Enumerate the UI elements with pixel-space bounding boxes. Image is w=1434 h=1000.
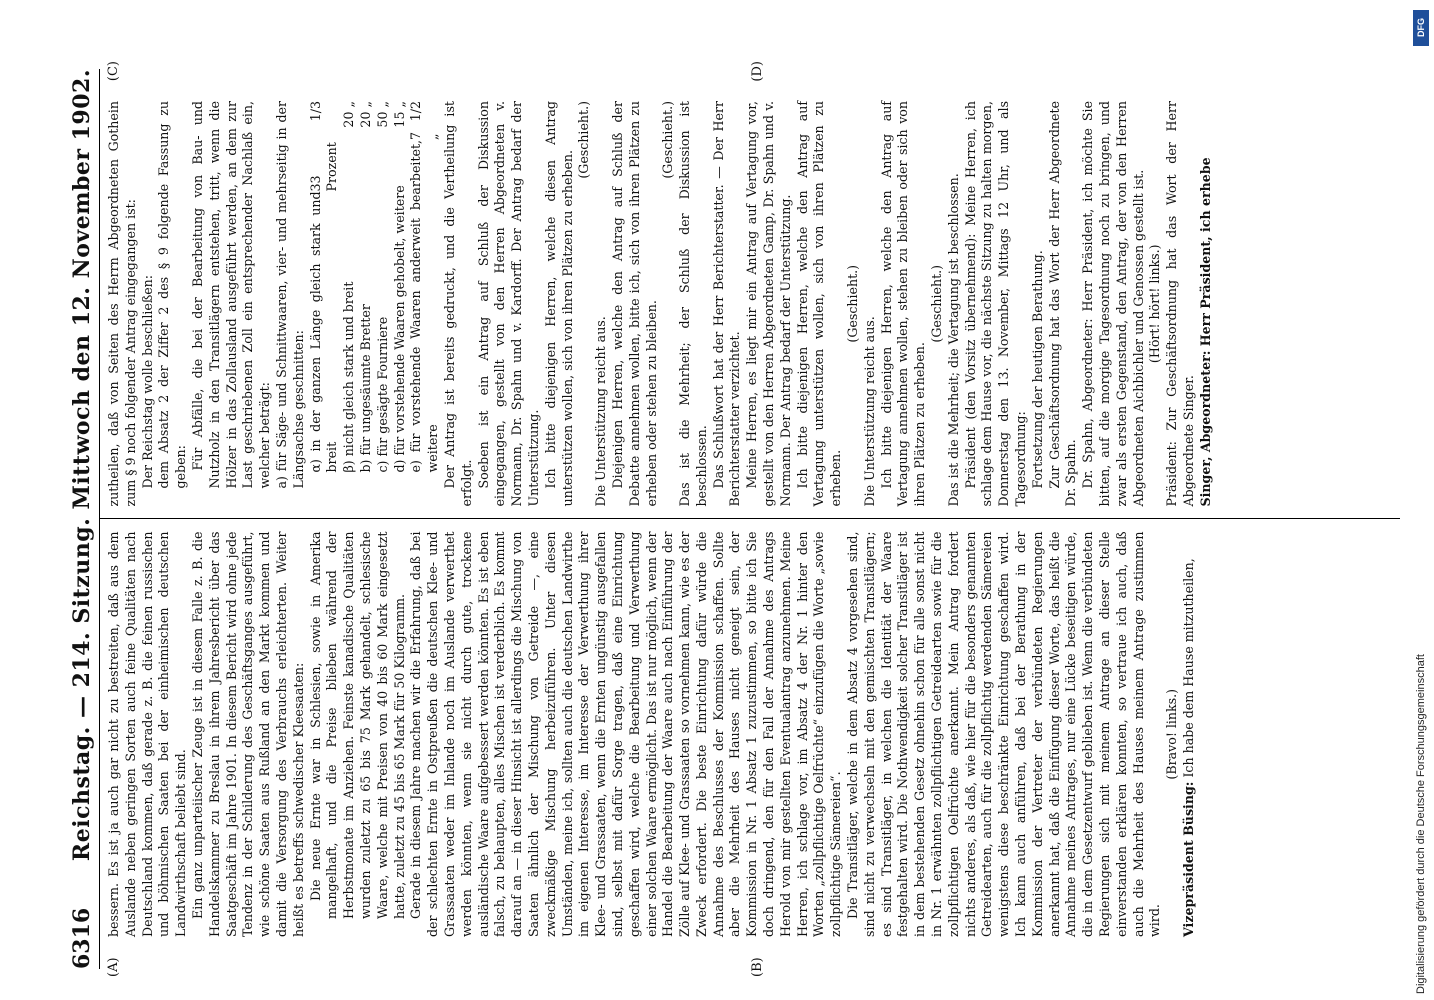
rate-label: e) für vorstehende Waaren anderweit bearbeitet, weitere	[408, 139, 441, 473]
rate-label: b) für ungesäumte Bretter	[357, 304, 373, 473]
interjection-note: (Hört! hört! links.)	[1147, 244, 1163, 364]
rate-row	[392, 101, 409, 473]
speaker-name: Vizepräsident Büsing:	[1181, 781, 1196, 937]
paragraph: Ein ganz unparteiischer Zeuge ist in diesem Falle z. B. die Handelskammer zu Breslau in ihrem Jahresbericht über das Saatgeschäft im Jahre 1901. In diesem Bericht wird ohne jede Tendenz in der Schilderung des Geschäftsganges ausgeführt, wie schöne Saaten aus Rußland an den Markt kommen und damit die Versorgung des Verbrauchs erleichterten. Weiter heißt es betreffs schwedischer Kleesaaten:	[189, 531, 306, 937]
stage-note: (Geschieht.)	[576, 101, 592, 179]
paragraph: Soeben ist ein Antrag auf Schluß der Diskussion eingegangen, gestellt von den Herren Abgeordneten v. Normann, Dr. Spahn und v. Kardorff. Der Antrag bedarf der Unterstützung.	[475, 101, 541, 507]
motion-line: a) für Säge- und Schnittwaaren, vier- und mehrseitig in der Längsachse geschnitten:	[273, 101, 306, 489]
quote-paragraph: Die neue Ernte war in Schlesien, sowie in Amerika mangelhaft, und die Preise blieben während der Herbstmonate im Anziehen. Feinste kanadische Qualitäten wurden zuletzt zu 65 bis 75 Mark gehandelt, schlesische Waare, welche mit Preisen von 40 bis 60 Mark eingesetzt hatte, zuletzt zu 45 bis 65 Mark für 50 Kilogramm.	[307, 531, 407, 919]
paragraph: Ich bitte diejenigen Herren, welche diesen Antrag unterstützen wollen, sich von ihren Plätzen zu erheben.	[542, 101, 575, 507]
rate-list	[308, 101, 442, 507]
rate-row	[408, 101, 442, 473]
stage-note: (Geschieht.)	[660, 101, 676, 179]
paragraph: Singer, Abgeordneter: Herr Präsident, ich erhebe	[1197, 157, 1213, 507]
margin-marker-a: (A)	[106, 957, 121, 977]
paragraph: Diejenigen Herren, welche den Antrag auf Schluß der Debatte annehmen wollen, bitte ich, sich von ihren Plätzen zu erheben oder stehen zu bleiben.	[609, 101, 659, 507]
agenda-item: Fortsetzung der heutigen Berathung.	[1029, 250, 1045, 489]
page-number: 6316	[69, 907, 95, 969]
stage-note: (Geschieht.)	[929, 264, 945, 343]
closing-paragraph	[1181, 532, 1198, 938]
dfg-logo: DFG	[1413, 10, 1429, 46]
paragraph: Das Schlußwort hat der Herr Berichterstatter. — Der Herr Berichterstatter verzichtet.	[710, 101, 743, 507]
paragraph: bessern. Es ist ja auch gar nicht zu bestreiten, daß aus dem Auslande neben geringen Sorten auch feine Qualitäten nach Deutschland kommen, daß gerade z. B. die feinen russischen und böhmischen Saaten bei der einheimischen deutschen Landwirthschaft beliebt sind.	[106, 531, 189, 937]
paragraph: Ich bitte diejenigen Herren, welche den Antrag auf Vertagung annehmen wollen, stehen zu bleiben oder sich von ihren Plätzen zu erheben.	[878, 101, 928, 507]
paragraph: Die Unterstützung reicht aus.	[861, 316, 877, 507]
paragraph: Zur Geschäftsordnung hat das Wort der Herr Abgeordnete Dr. Spahn.	[1046, 101, 1079, 507]
motion-line: Der Reichstag wolle beschließen:	[139, 274, 155, 489]
paragraph: Dr. Spahn, Abgeordneter: Herr Präsident, ich möchte Sie bitten, auf die morgige Tagesordnung noch zu bringen, und zwar als ersten Gegenstand, den Antrag, der von den Herren Abgeordneten Aichbichler und Genossen gestellt ist.	[1080, 101, 1146, 507]
margin-marker-d: (D)	[750, 61, 765, 82]
credit-text: Digitalisierung gefördert durch die Deutsche Forschungsgemeinschaft	[1415, 654, 1427, 994]
paragraph: Das ist die Mehrheit; der Schluß der Diskussion ist beschlossen.	[677, 101, 709, 507]
margin-marker-b: (B)	[750, 957, 765, 977]
right-column	[100, 61, 1400, 520]
rate-row	[375, 101, 392, 473]
rate-label: c) für gesägte Fourniere	[374, 316, 390, 473]
rate-label: d) für vorstehende Waaren gehobelt, weitere	[391, 185, 407, 473]
rate-row	[308, 101, 342, 473]
stage-note: (Geschieht.)	[845, 264, 861, 343]
paragraph: Das ist die Mehrheit; die Vertagung ist beschlossen.	[945, 173, 961, 507]
rate-value: 50 „	[374, 101, 390, 128]
rate-row	[341, 101, 358, 473]
paragraph: Die Unterstützung reicht aus.	[593, 316, 609, 507]
rate-value: 33 1/3 Prozent	[307, 101, 340, 192]
rate-value: 15 „	[391, 101, 407, 128]
left-column	[100, 520, 1400, 977]
document-page	[59, 59, 1399, 979]
margin-marker-c: (C)	[106, 61, 121, 82]
two-column-body	[100, 61, 1400, 977]
president-paragraph: Präsident (den Vorsitz übernehmend): Meine Herren, ich schlage dem Hause vor, die nächste Sitzung zu halten morgen, Donnerstag den 13. November, Mittags 12 Uhr, und als Tagesordnung:	[962, 101, 1029, 507]
paragraph: Meine Herren, es liegt mir ein Antrag auf Vertagung vor, gestellt von den Herren Abgeordneten Gamp, Dr. Spahn und v. Normann. Der Antrag bedarf der Unterstützung.	[744, 101, 793, 507]
paragraph: Ich bitte diejenigen Herren, welche den Antrag auf Vertagung unterstützen wollen, sich von ihren Plätzen zu erheben.	[794, 101, 844, 507]
paragraph: Die Transitläger, welche in dem Absatz 4 vorgesehen sind, sind nicht zu verwechseln mit den gemischten Transitlägern; es sind Transitläger, in welchen die Identität der Waare festgehalten wird. Die Nothwendigkeit solcher Transitläger ist in dem bestehenden Gesetz ohnehin schon für alle sonst nicht in Nr. 1 erwähnten zollpflichtigen Getreidearten sowie für die zollpflichtigen Oelfrüchte anerkannt. Mein Antrag fordert nichts anderes, als daß, wie hier für die besonders genannten Getreidearten, auch für die zollpflichtig werdenden Sämereien wenigstens diese beschränkte Einrichtung geschaffen wird. Ich kann auch anführen, daß bei der Berathung in der Kommission der Vertreter der verbündeten Regierungen anerkannt hat, daß die Einfügung dieser Worte, das heißt die Annahme meines Antrages, nur eine Lücke beseitigen würde, die in dem Gesetzentwurf geblieben ist. Wenn die verbündeten Regierungen sich mit meinem Antrage an dieser Stelle einverstanden erklären konnten, so vertraue ich auch, daß auch die Mehrheit des Hauses meinem Antrage zustimmen wird.	[845, 531, 1163, 937]
paragraph: Präsident: Zur Geschäftsordnung hat das Wort der Herr Abgeordnete Singer.	[1164, 101, 1196, 507]
digitization-credit	[1410, 4, 1432, 994]
paragraph: Der Antrag ist bereits gedruckt, und die Vertheilung ist erfolgt.	[441, 101, 474, 507]
paragraph: zutheilen, daß von Seiten des Herrn Abgeordneten Gothein zum § 9 noch folgender Antrag eingegangen ist:	[106, 101, 138, 507]
rate-label: α) in der ganzen Länge gleich stark und breit	[307, 191, 340, 473]
rate-label: β) nicht gleich stark und breit	[341, 281, 357, 473]
paragraph: Gerade in diesem Jahre machen wir die Erfahrung, daß bei der schlechten Ernte in Ostpreußen die deutschen Klee- und Grassaaten weder im Inlande noch im Auslande verwerthet werden könnten, wenn sie nicht durch gute, trockene ausländische Waare aufgebessert werden könnten. Es ist eben falsch, zu behaupten, alles Mischen ist verderblich. Es kommt darauf an — in dieser Hinsicht ist allerdings die Mischung von Saaten ähnlich der Mischung von Getreide —, eine zweckmäßige Mischung herbeizuführen. Unter diesen Umständen, meine ich, sollten auch die deutschen Landwirthe im eigenen Interesse, im Interesse der Verwerthung ihrer Klee- und Grassaaten, wenn die Ernten ungünstig ausgefallen sind, selbst mit dafür Sorge tragen, daß eine Einrichtung geschaffen wird, welche die Bearbeitung und Verwerthung einer solchen Waare ermöglicht. Das ist nur möglich, wenn der Handel die Bearbeitung der Waare auch nach Einführung der Zölle auf Klee- und Grassaaten so vornehmen kann, wie es der Zweck erfordert. Die beste Einrichtung dafür würde die Annahme des Beschlusses der Kommission schaffen. Sollte aber die Mehrheit des Hauses nicht geneigt sein, der Kommission in Nr. 1 Absatz 1 zuzustimmen, so bitte ich Sie doch dringend, den für den Fall der Annahme des Antrags Herold von mir gestellten Eventualantrag anzunehmen. Meine Herren, ich schlage vor, im Absatz 4 der Nr. 1 hinter den Worten „zollpflichtige Oelfrüchte“ einzufügen die Worte „sowie zollpflichtige Sämereien“.	[408, 531, 844, 937]
rate-value: 20 „	[341, 101, 357, 128]
motion-line: dem Absatz 2 der Ziffer 2 des § 9 folgende Fassung zu geben:	[156, 101, 189, 489]
closing-text: Ich habe dem Hause mitzutheilen,	[1181, 558, 1196, 778]
motion-line: Für Abfälle, die bei der Bearbeitung von Bau- und Nutzholz in den Transitlägern entstehen, tritt, wenn die Hölzer in das Zollausland ausgeführt werden, an dem zur Last geschriebenen Zoll ein entsprechender Nachlaß ein, welcher beträgt:	[189, 101, 273, 489]
rate-row	[358, 101, 375, 473]
page-title: Reichstag. — 214. Sitzung. Mittwoch den 12. November 1902.	[69, 69, 95, 862]
applause-note: (Bravo! links.)	[1164, 688, 1180, 780]
rate-value: 7 1/2 „	[408, 101, 441, 140]
page-header	[59, 69, 100, 969]
rate-value: 20 „	[357, 101, 373, 128]
